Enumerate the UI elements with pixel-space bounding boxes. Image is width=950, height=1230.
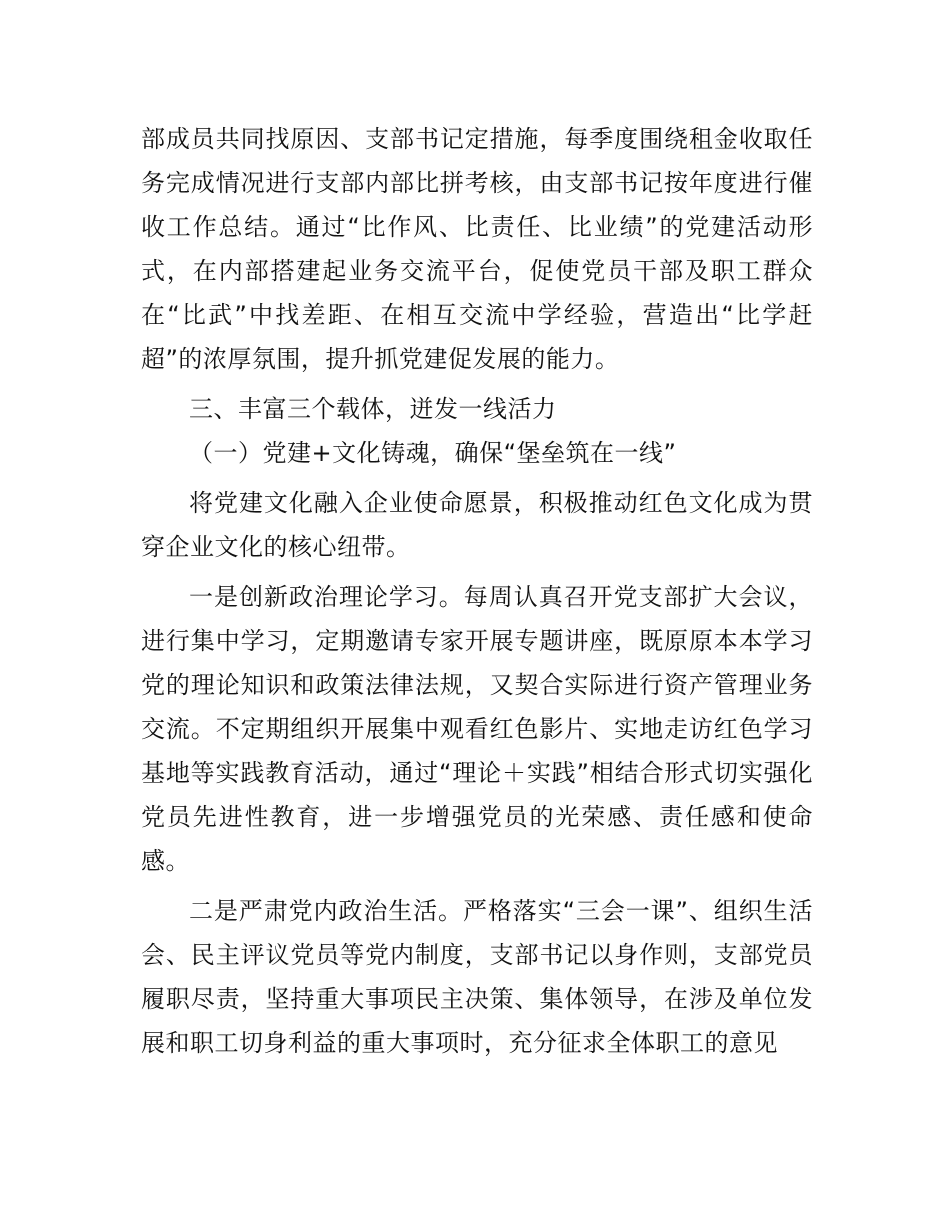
document-page <box>141 117 813 1065</box>
subsection-heading: （一）党建+文化铸魂，确保“堡垒筑在一线” <box>189 439 677 467</box>
paragraph-intro: 将党建文化融入企业使命愿景，积极推动红色文化成为贯穿企业文化的核心纽带。 <box>141 489 813 561</box>
paragraph-political-life: 二是严肃党内政治生活。严格落实“三会一课”、组织生活会、民主评议党员等党内制度，支部书记以身作则，支部党员履职尽责，坚持重大事项民主决策、集体领导，在涉及单位发展和职工切身利益的重大事项时，充分征求全体职工的意见 <box>141 897 813 1057</box>
section-heading: 三、丰富三个载体，迸发一线活力 <box>189 395 557 423</box>
paragraph-theory-study: 一是创新政治理论学习。每周认真召开党支部扩大会议，进行集中学习，定期邀请专家开展专题讲座，既原原本本学习党的理论知识和政策法律法规，又契合实际进行资产管理业务交流。不定期组织开展集中观看红色影片、实地走访红色学习基地等实践教育活动，通过“理论＋实践”相结合形式切实强化党员先进性教育，进一步增强党员的光荣感、责任感和使命感。 <box>141 583 813 875</box>
paragraph-continuation: 部成员共同找原因、支部书记定措施，每季度围绕租金收取任务完成情况进行支部内部比拼考核，由支部书记按年度进行催收工作总结。通过“比作风、比责任、比业绩”的党建活动形式，在内部搭建起业务交流平台，促使党员干部及职工群众在“比武”中找差距、在相互交流中学经验，营造出“比学赶超”的浓厚氛围，提升抓党建促发展的能力。 <box>141 125 813 373</box>
